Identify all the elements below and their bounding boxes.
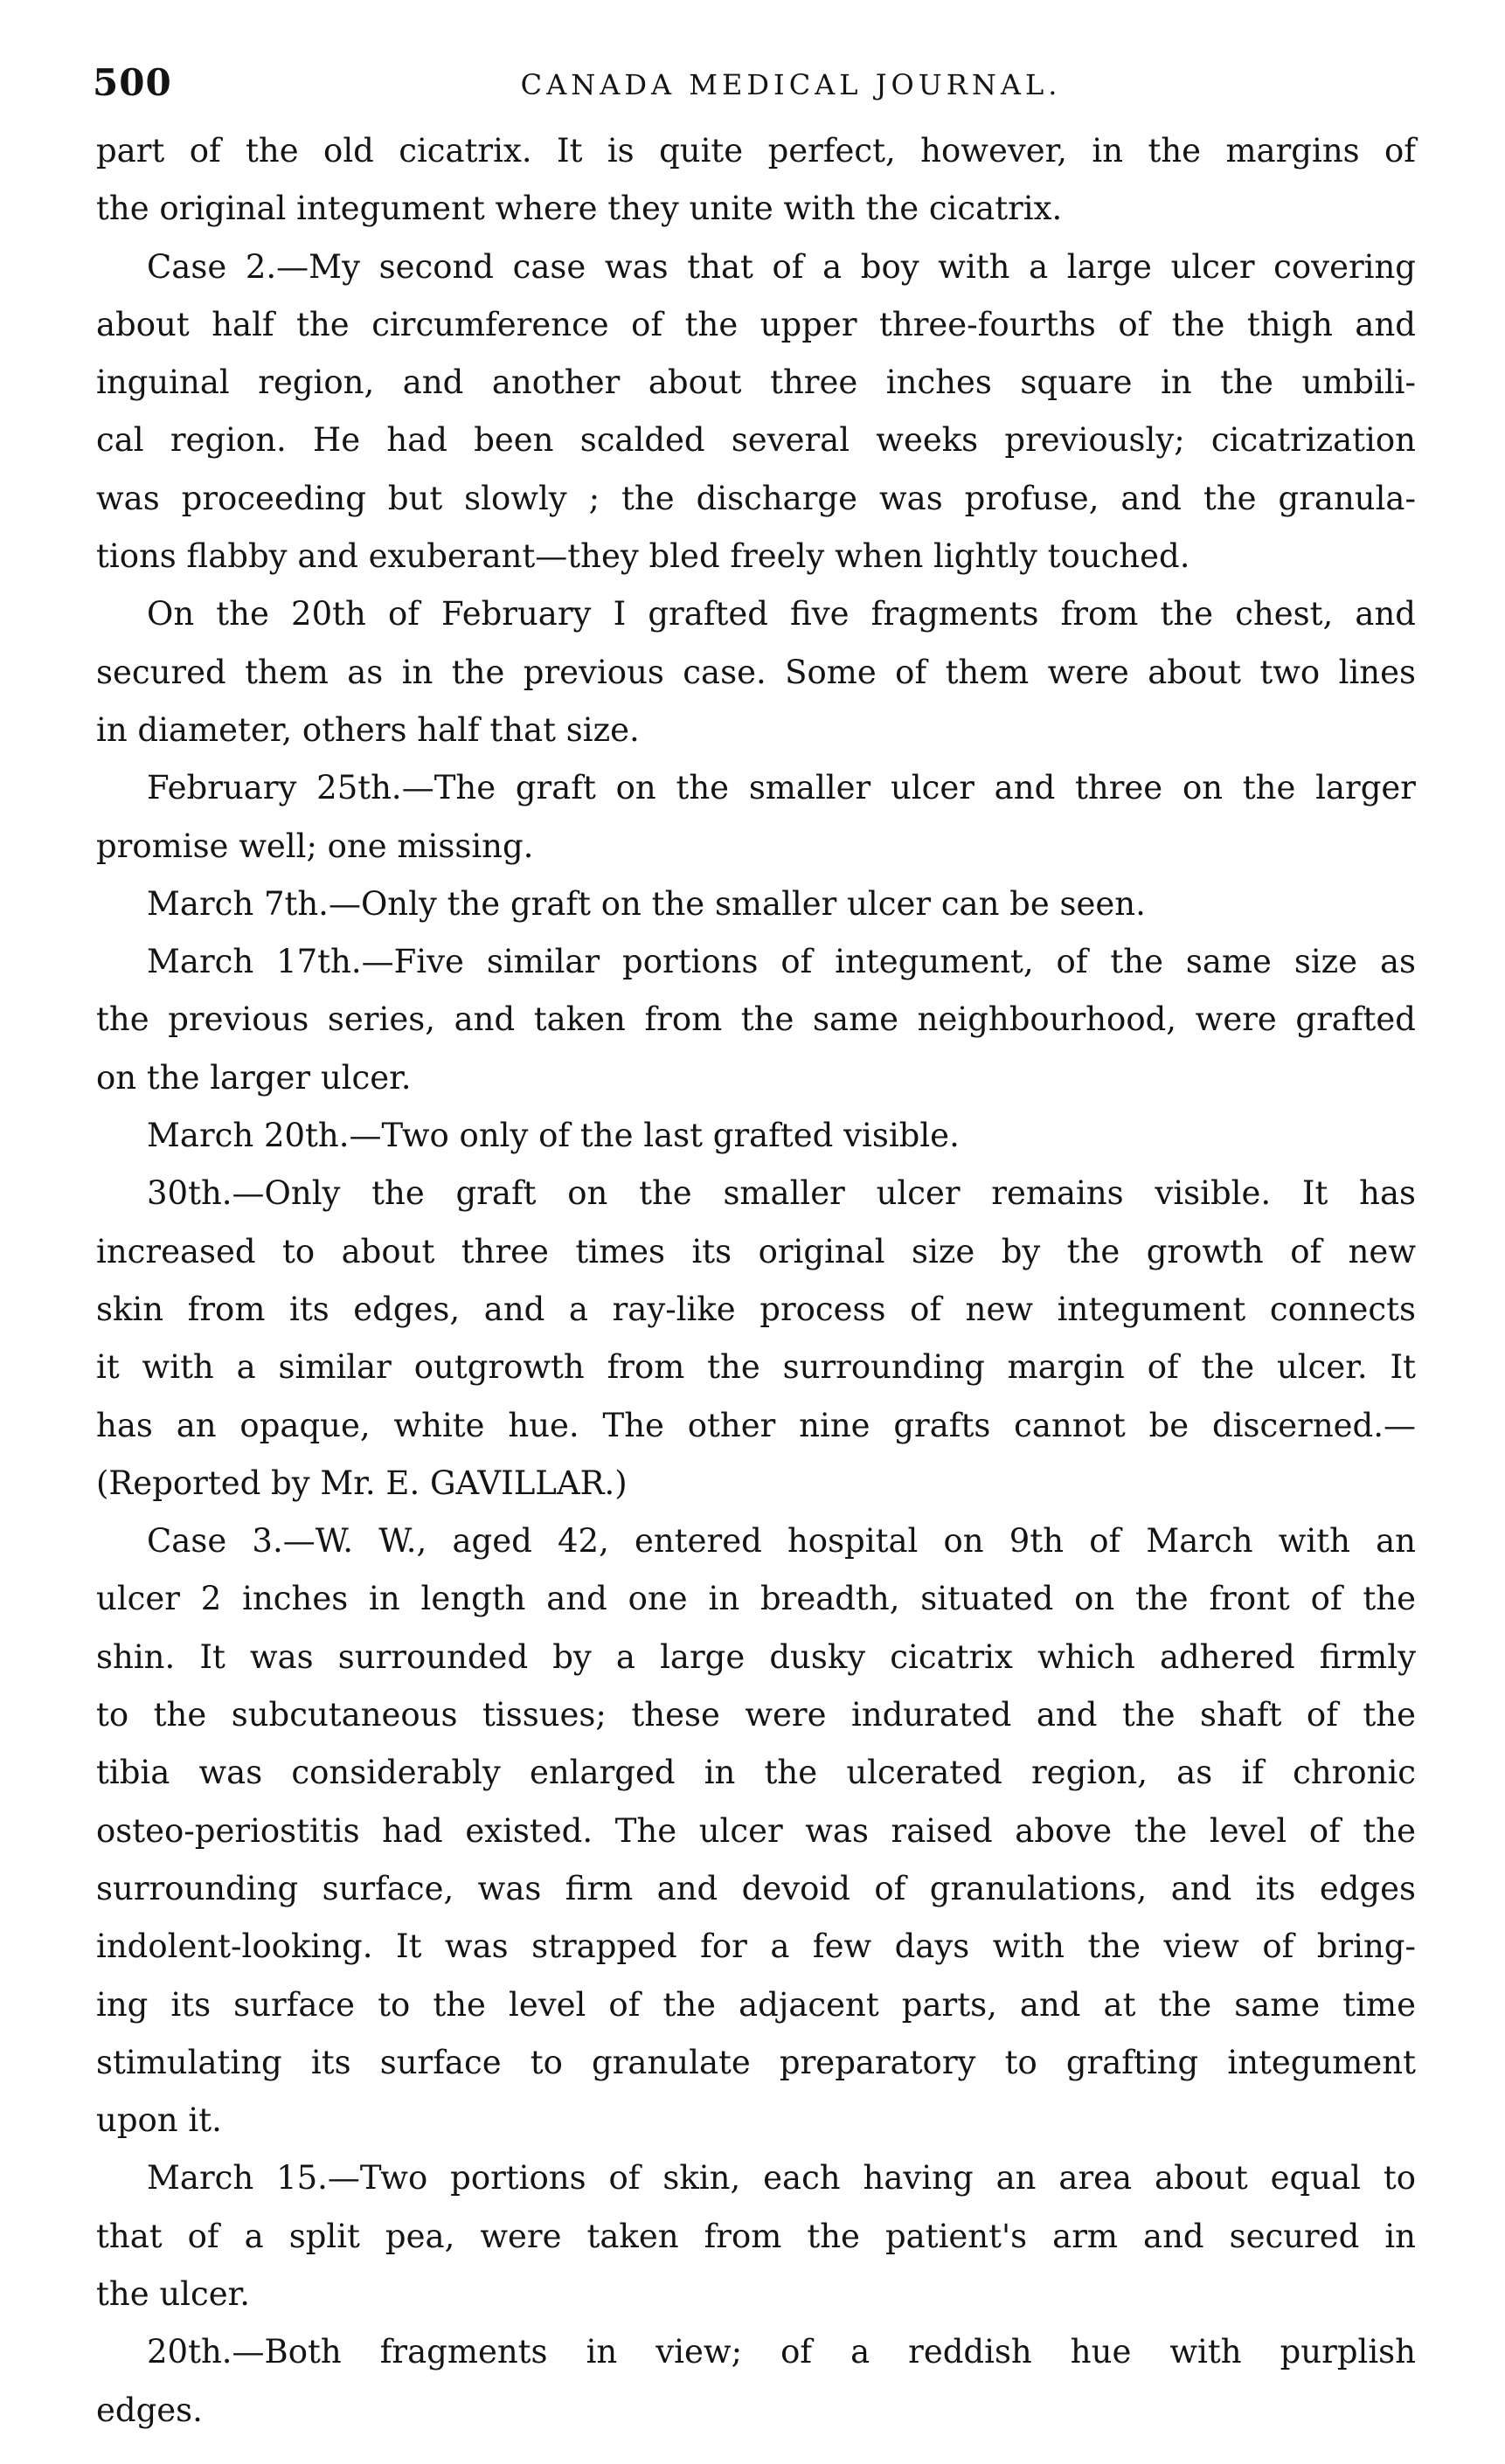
text-line: on the larger ulcer. — [96, 1058, 412, 1097]
text-line: was proceeding but slowly ; the discharge was profuse, and the granula- — [96, 479, 1416, 517]
text-line: March 7th.—Only the graft on the smaller ulcer can be seen. — [147, 884, 1146, 923]
text-line: osteo-periostitis had existed. The ulcer was raised above the level of the — [96, 1811, 1416, 1850]
text-line: skin from its edges, and a ray-like process of new integument connects — [96, 1290, 1416, 1328]
text-line: the previous series, and taken from the same neighbourhood, were grafted — [96, 1000, 1416, 1039]
text-line: ulcer 2 inches in length and one in breadth, situated on the front of the — [96, 1580, 1416, 1618]
journal-page — [93, 61, 1416, 2440]
body-text — [96, 122, 1416, 2440]
text-line: stimulating its surface to granulate preparatory to grafting integument — [96, 2043, 1416, 2081]
text-line: promise well; one missing. — [96, 827, 534, 865]
text-line: the ulcer. — [96, 2274, 251, 2313]
text-line: 30th.—Only the graft on the smaller ulcer remains visible. It has — [147, 1174, 1416, 1213]
text-line: cal region. He had been scalded several weeks previously; cicatrization — [96, 421, 1416, 460]
text-line: March 20th.—Two only of the last grafted visible. — [147, 1117, 960, 1155]
text-line: March 17th.—Five similar portions of integument, of the same size as — [147, 943, 1416, 981]
text-line: February 25th.—The graft on the smaller ulcer and three on the larger — [147, 769, 1416, 807]
text-line: March 15.—Two portions of skin, each having an area about equal to — [147, 2159, 1416, 2198]
running-head — [93, 61, 1416, 122]
text-line: upon it. — [96, 2101, 222, 2140]
text-line: about half the circumference of the upper three-fourths of the thigh and — [96, 305, 1416, 343]
journal-title: CANADA MEDICAL JOURNAL. — [520, 68, 1062, 101]
text-line: secured them as in the previous case. Some of them were about two lines — [96, 653, 1416, 691]
text-line: in diameter, others half that size. — [96, 710, 640, 749]
text-line: it with a similar outgrowth from the surrounding margin of the ulcer. It — [96, 1348, 1416, 1387]
text-line: tions flabby and exuberant—they bled freely when lightly touched. — [96, 537, 1190, 576]
text-line: ing its surface to the level of the adjacent parts, and at the same time — [96, 1985, 1416, 2024]
text-line: part of the old cicatrix. It is quite perfect, however, in the margins of — [96, 132, 1416, 170]
text-line: Case 3.—W. W., aged 42, entered hospital on 9th of March with an — [147, 1522, 1416, 1561]
text-line: Case 2.—My second case was that of a boy with a large ulcer covering — [147, 247, 1416, 286]
text-line: surrounding surface, was firm and devoid of granulations, and its edges — [96, 1869, 1416, 1907]
text-line: increased to about three times its original size by the growth of new — [96, 1232, 1416, 1270]
text-line: 20th.—Both fragments in view; of a reddish hue with purplish — [147, 2333, 1416, 2371]
text-line: shin. It was surrounded by a large dusky cicatrix which adhered firmly — [96, 1637, 1416, 1676]
page-number: 500 — [93, 61, 172, 104]
text-line: indolent-looking. It was strapped for a few days with the view of bring- — [96, 1928, 1416, 1966]
text-line: On the 20th of February I grafted five fragments from the chest, and — [147, 595, 1416, 633]
text-line: edges. — [96, 2391, 203, 2429]
text-line: has an opaque, white hue. The other nine grafts cannot be discerned.— — [96, 1406, 1416, 1444]
text-line: that of a split pea, were taken from the patient's arm and secured in — [96, 2217, 1416, 2255]
text-line: to the subcutaneous tissues; these were indurated and the shaft of the — [96, 1696, 1416, 1734]
text-line: the original integument where they unite with the cicatrix. — [96, 190, 1063, 228]
text-line: (Reported by Mr. E. GAVILLAR.) — [96, 1464, 628, 1502]
text-line: inguinal region, and another about three inches square in the umbili- — [96, 363, 1416, 402]
text-line: tibia was considerably enlarged in the ulcerated region, as if chronic — [96, 1754, 1416, 1792]
